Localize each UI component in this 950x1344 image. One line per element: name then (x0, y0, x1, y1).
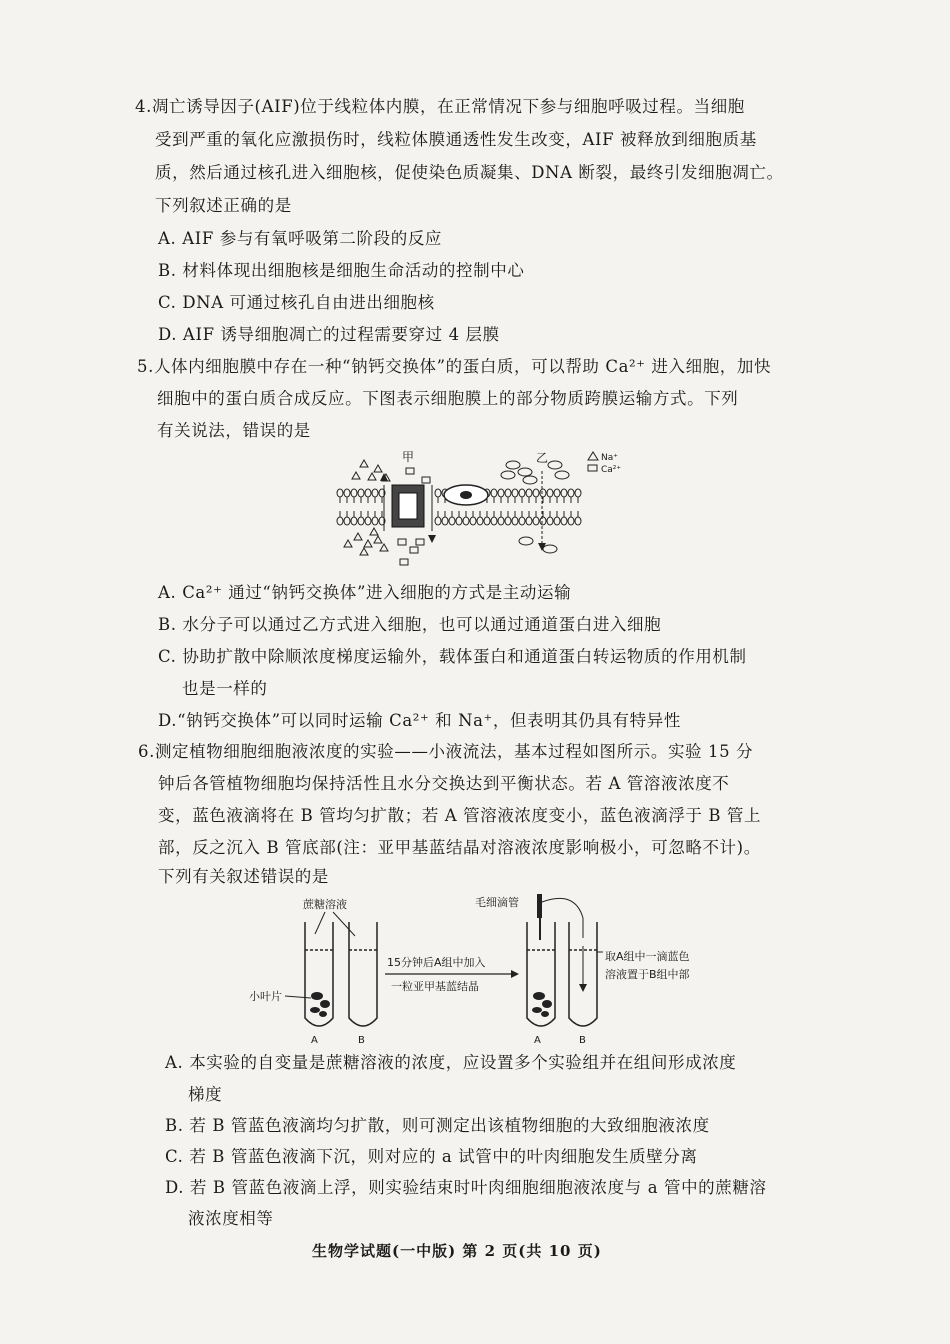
label-take-2: 溶液置于B组中部 (605, 968, 690, 981)
label-jia: 甲 (402, 450, 415, 464)
leaf-pieces-left (310, 992, 330, 1017)
capillary-dropper (537, 894, 542, 918)
q6-option-d-cont: 液浓度相等 (188, 1209, 274, 1228)
q6-option-b: B. 若 B 管蓝色液滴均匀扩散，则可测定出该植物细胞的大致细胞液浓度 (165, 1116, 710, 1135)
arrow-label-top: 15分钟后A组中加入 (387, 956, 486, 969)
q6-stem-line-2: 钟后各管植物细胞均保持活性且水分交换达到平衡状态。若 A 管溶液浓度不 (158, 774, 730, 793)
q4-stem-line-2: 受到严重的氧化应激损伤时，线粒体膜通透性发生改变，AIF 被释放到细胞质基 (155, 130, 757, 149)
label-tube-a-right: A (534, 1035, 541, 1046)
membrane-transport-figure (330, 447, 630, 572)
q5-option-d: D.“钠钙交换体”可以同时运输 Ca²⁺ 和 Na⁺，但表明其仍具有特异性 (158, 711, 681, 730)
q4-option-b: B. 材料体现出细胞核是细胞生命活动的控制中心 (158, 261, 525, 280)
q4-option-c: C. DNA 可通过核孔自由进出细胞核 (158, 293, 435, 312)
membrane-protein-yi (444, 485, 488, 505)
q6-option-a: A. 本实验的自变量是蔗糖溶液的浓度，应设置多个实验组并在组间形成浓度 (165, 1053, 737, 1072)
q5-stem-line-3: 有关说法，错误的是 (157, 421, 311, 440)
q4-stem-line-3: 质，然后通过核孔进入细胞核，促使染色质凝集、DNA 断裂，最终引发细胞凋亡。 (155, 163, 784, 182)
legend-ca: Ca²⁺ (601, 465, 622, 475)
q6-stem-line-3: 变，蓝色液滴将在 B 管均匀扩散；若 A 管溶液浓度变小，蓝色液滴浮于 B 管上 (158, 806, 762, 825)
tube-b-left (349, 922, 377, 1026)
label-tube-b-right: B (579, 1035, 586, 1046)
q5-option-a: A. Ca²⁺ 通过“钠钙交换体”进入细胞的方式是主动运输 (158, 583, 572, 602)
q4-stem-line-1: 4.凋亡诱导因子(AIF)位于线粒体内膜，在正常情况下参与细胞呼吸过程。当细胞 (135, 97, 745, 116)
q6-stem-line-5: 下列有关叙述错误的是 (158, 867, 329, 886)
q4-option-a: A. AIF 参与有氧呼吸第二阶段的反应 (158, 229, 443, 248)
q6-stem-line-4: 部，反之沉入 B 管底部(注：亚甲基蓝结晶对溶液浓度影响极小，可忽略不计)。 (158, 838, 761, 857)
q6-option-c: C. 若 B 管蓝色液滴下沉，则对应的 a 试管中的叶肉细胞发生质壁分离 (165, 1147, 698, 1166)
label-tube-b-left: B (358, 1035, 365, 1046)
label-capillary: 毛细滴管 (475, 896, 519, 909)
q4-stem-line-4: 下列叙述正确的是 (155, 196, 292, 215)
q6-option-d: D. 若 B 管蓝色液滴上浮，则实验结束时叶肉细胞细胞液浓度与 a 管中的蔗糖溶 (165, 1178, 767, 1197)
label-tube-a-left: A (311, 1035, 318, 1046)
label-yi: 乙 (536, 451, 549, 465)
q5-stem-line-1: 5.人体内细胞膜中存在一种“钠钙交换体”的蛋白质，可以帮助 Ca²⁺ 进入细胞，加快 (137, 357, 772, 376)
label-sucrose: 蔗糖溶液 (303, 898, 347, 911)
q6-option-a-cont: 梯度 (188, 1085, 223, 1104)
label-leaf: 小叶片 (249, 990, 282, 1003)
q5-option-b: B. 水分子可以通过乙方式进入细胞，也可以通过通道蛋白进入细胞 (158, 615, 662, 634)
leaf-pieces-right (532, 992, 552, 1017)
small-liquid-flow-figure (245, 888, 725, 1048)
q5-option-c-cont: 也是一样的 (182, 679, 268, 698)
particles (344, 460, 569, 565)
label-take-1: 取A组中一滴蓝色 (605, 950, 690, 963)
legend-na: Na⁺ (601, 453, 618, 463)
q5-option-c: C. 协助扩散中除顺浓度梯度运输外，载体蛋白和通道蛋白转运物质的作用机制 (158, 647, 747, 666)
legend (588, 452, 621, 475)
page-footer: 生物学试题(一中版) 第 2 页(共 10 页) (312, 1242, 602, 1260)
q5-stem-line-2: 细胞中的蛋白质合成反应。下图表示细胞膜上的部分物质跨膜运输方式。下列 (157, 389, 739, 408)
q4-option-d: D. AIF 诱导细胞凋亡的过程需要穿过 4 层膜 (158, 325, 500, 344)
arrow-label-bottom: 一粒亚甲基蓝结晶 (391, 980, 479, 993)
q6-stem-line-1: 6.测定植物细胞细胞液浓度的实验——小液流法，基本过程如图所示。实验 15 分 (138, 742, 754, 761)
